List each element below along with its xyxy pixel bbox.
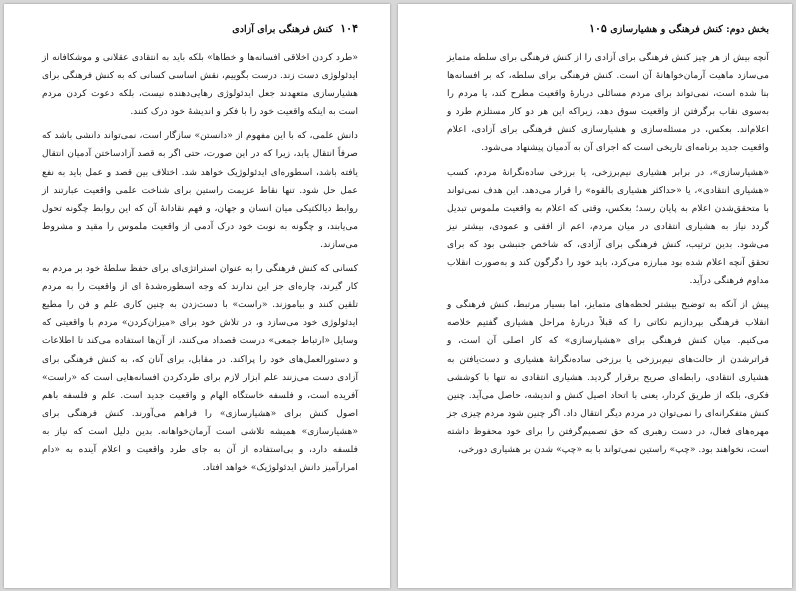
right-page-body (447, 49, 769, 459)
right-running-title: بخش دوم: کنش فرهنگی و هشیارسازی (610, 24, 769, 35)
paragraph: «طرد کردن اخلاقی افسانه‌ها و خطاها» بلکه باید به انتقادی عقلانی و موشکافانه از ایدئولوژی دست زند. درست بگوییم، نقش اساسی کسانی که به کنش فرهنگی برای هشیارسازی متعهدند جعل ایدئولوژی رهایی‌دهنده نیست، بلکه دعوت کردن مردم است به اینکه واقعیت خود را با فکر و اندیشهٔ خود درک کنند. (42, 52, 358, 118)
left-running-title: کنش فرهنگی برای آزادی (232, 24, 333, 35)
left-page-body (42, 49, 358, 477)
paragraph: کسانی که کنش فرهنگی را به عنوان استراتژی‌ای برای حفظ سلطهٔ خود بر مردم به کار گیرند، چاره‌ای جز این ندارند که وجه اسطوره‌شدهٔ ای از واقعیت را به مردم تلقین کنند و بیاموزند. «راست» با دست‌زدن به چنین کاری علم و فن را مطیع ایدئولوژی خود می‌سازد و، در تلاش خود برای «میزان‌کردن» مردم با واقعیتی که وسایل «ارتباط جمعی» درست قصداد می‌کنند، از آن‌ها استفاده می‌کند تا اطلاعات و دستورالعمل‌های خود را پراکند. در مقابل، برای آنان که، به کنش فرهنگی برای آزادی دست می‌زنند علم ابزار لازم برای طردکردن افسانه‌هایی است که «راست» آفریده است، و فلسفه خاستگاه الهام و واقعیت جدید است. علم و فلسفه باهم اصول کنش برای «هشیارسازی» را فراهم می‌آورند. کنش فرهنگی برای «هشیارسازی» همیشه تلاشی است آرمان‌خواهانه. بدین دلیل است که نیاز به فلسفه دارد، و بی‌استفاده از آن به جای طرد واقعیت و اعلام آینده به «دام امرارآمیز دانش ایدئولوژیک» خواهد افتاد. (42, 263, 358, 474)
left-page-header (232, 22, 358, 35)
left-page-number: ۱۰۴ (340, 22, 358, 35)
paragraph: پیش از آنکه به توضیح بیشتر لحظه‌های متمایز، اما بسیار مرتبط، کنش فرهنگی و انقلاب فرهنگی بپردازیم نکاتی را که قبلاً دربارهٔ مراحل هشیاری گفتیم خلاصه می‌کنیم. میان کنش فرهنگی برای «هشیارسازی» که کار اصلی آن است، و فراترشدن از حالت‌های نیم‌برزخی یا برزخی ساده‌نگرانهٔ هشیاری و دست‌یافتن به هشیاری انتقادی، رابطه‌ای صریح برقرار گردید. هشیاری انتقادی نه تنها با کوششی فکری، بلکه از طریق کردار، یعنی با اتحاد اصیل کنش و اندیشه، حاصل می‌آید. چنین کنش متفکرانه‌ای را نمی‌توان در مردم دیگر انتقال داد. اگر چنین شود مردم چیزی جز مهره‌های فعال، در دست رهبری که حق تصمیم‌گرفتن را برای خود محفوظ داشته است، نخواهند بود. «چپ» راستین نمی‌تواند با به «چپ» شدن بر هشیاری دورخی، (447, 299, 769, 455)
left-page (4, 4, 390, 588)
right-page-number: ۱۰۵ (589, 22, 607, 35)
right-page-header (585, 22, 769, 35)
right-page (398, 4, 792, 588)
paragraph: «هشیارسازی»، در برابر هشیاری نیم‌برزخی، یا برزخی ساده‌نگرانهٔ مردم، کسب «هشیاری انتقادی»، یا «حداکثر هشیاری بالقوه» را قرار می‌دهد. این هدف نمی‌تواند با متحقق‌شدن اعلام به پایان رسد؛ بعکس، وقتی که اعلام به واقعیت ملموس تبدیل گردد نیاز به هشیاری انتقادی در میان مردم، اعم از افقی و عمودی، بیشتر نیز می‌شود. بدین ترتیب، کنش فرهنگی برای آزادی، که شاخص جنبشی بود که برای تحقق آنچه اعلام شده بود مبارزه می‌کرد، باید خود را دگرگون کند و به‌صورت انقلاب مداوم فرهنگی درآید. (447, 166, 769, 287)
paragraph: دانش علمی، که با این مفهوم از «دانستن» سازگار است، نمی‌تواند دانشی باشد که صرفاً انتقال یابد، زیرا که در این صورت، حتی اگر به قصد آزادساختن آدمیان انتقال یافته باشد، اسطوره‌ای ایدئولوژیک خواهد شد. اختلاف بین قصد و عمل باید به نفع عمل حل شود. تنها نقاط عزیمت راستین برای شناخت علمی واقعیت عبارتند از روابط دیالکتیکی میان انسان و جهان، و فهم نقادانهٔ آن که این روابط چگونه تحول می‌یابند، و چگونه به نوبت خود درک آدمی از واقعیت ملموس را مقید و مشروط می‌سازند. (42, 130, 358, 250)
paragraph: آنچه بیش از هر چیز کنش فرهنگی برای آزادی را از کنش فرهنگی برای سلطه متمایز می‌سازد ماهیت آرمان‌خواهانهٔ آن است. کنش فرهنگی برای سلطه، که بر افسانه‌ها بنا شده است، نمی‌تواند برای مردم مسائلی دربارهٔ واقعیت مطرح کند، یا مردم را به‌سوی نقاب برگرفتن از واقعیت سوق دهد، زیراکه این هر دو کار مستلزم طرد و اعلام‌اند. بعکس، در مسئله‌سازی و هشیارسازی کنش فرهنگی برای آزادی، اعلام واقعیت جدید برنامه‌ای تاریخی است که اجرای آن به آدمیان پیشنهاد می‌شود. (447, 52, 769, 154)
